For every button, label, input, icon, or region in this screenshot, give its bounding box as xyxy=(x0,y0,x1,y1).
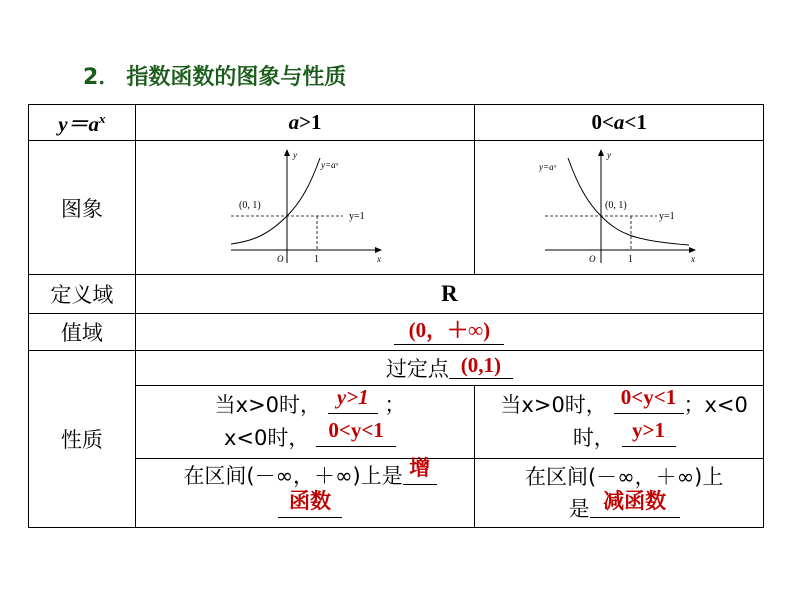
domain-label: 定义域 xyxy=(29,275,136,314)
props-left-values xyxy=(135,386,475,459)
fixed-point-value: (0,1) xyxy=(449,353,513,379)
graph2-point-label: (0, 1) xyxy=(605,199,627,211)
graph1-line-label: y=1 xyxy=(349,210,365,222)
graph1-tick-1: 1 xyxy=(314,253,320,265)
graph-row xyxy=(29,141,764,275)
right-mono-pre: 在区间(－∞，＋∞)上 xyxy=(524,464,724,489)
domain-row xyxy=(29,275,764,314)
graph1-origin: O xyxy=(277,253,284,264)
props-values-row xyxy=(29,386,764,459)
graph1-x-axis-label: x xyxy=(377,253,382,264)
header-a-greater-1: a>1 xyxy=(135,105,475,141)
fixed-point-prefix: 过定点 xyxy=(385,357,449,381)
graph-increasing xyxy=(225,148,385,268)
graph-label: 图象 xyxy=(29,141,136,275)
graph2-line-label: y=1 xyxy=(659,210,675,222)
graph-decreasing xyxy=(539,148,699,268)
right-line1-post: ；x<0 xyxy=(683,393,748,417)
right-line2-pre: 时， xyxy=(572,426,615,450)
graph-decreasing-cell xyxy=(475,141,764,275)
graph2-tick-1: 1 xyxy=(628,253,634,265)
section-title xyxy=(83,60,352,91)
right-line1-answer: 0<y<1 xyxy=(614,381,684,414)
section-title-text: 指数函数的图象与性质 xyxy=(126,65,347,90)
left-mono-answer-b: 函数 xyxy=(278,485,342,518)
header-row xyxy=(29,105,764,141)
graph-increasing-cell xyxy=(135,141,475,275)
right-line2-answer: y>1 xyxy=(622,414,676,447)
graph2-x-axis-label: x xyxy=(691,253,696,264)
range-row xyxy=(29,314,764,351)
left-line2-answer: 0<y<1 xyxy=(316,414,396,447)
props-monotonic-row xyxy=(29,459,764,528)
props-right-values xyxy=(475,386,764,459)
graph2-origin: O xyxy=(589,253,596,264)
graph1-curve-label: y=aˣ xyxy=(321,159,339,170)
range-cell xyxy=(135,314,763,351)
right-mono-pre2: 是 xyxy=(568,496,590,521)
section-number: 2． xyxy=(83,65,121,90)
domain-value: R xyxy=(135,275,763,314)
props-right-monotonic xyxy=(475,459,764,528)
range-label: 值域 xyxy=(29,314,136,351)
right-line1-pre: 当x>0时， xyxy=(500,393,607,417)
right-mono-answer: 减函数 xyxy=(590,485,680,518)
graph2-y-axis-label: y xyxy=(607,149,612,160)
header-function: $y=a^x$ xyxy=(29,105,136,141)
graph2-curve-label: y=aˣ xyxy=(539,161,557,172)
left-line1-answer: y>1 xyxy=(328,381,378,414)
left-mono-answer-a: 增 xyxy=(403,452,437,485)
props-label: 性质 xyxy=(29,351,136,528)
props-left-monotonic xyxy=(135,456,475,528)
left-line2-pre: x<0时， xyxy=(224,426,310,450)
header-a-between: 0<a<1 xyxy=(475,105,764,141)
graph1-point-label: (0, 1) xyxy=(239,199,261,211)
left-line1-post: ； xyxy=(384,393,406,417)
left-line1-pre: 当x>0时， xyxy=(214,393,322,417)
left-mono-pre: 在区间(－∞，＋∞)上是 xyxy=(183,464,403,488)
graph1-y-axis-label: y xyxy=(293,149,298,160)
range-value: (0，＋∞) xyxy=(394,314,504,345)
exp-function-table xyxy=(28,104,764,528)
